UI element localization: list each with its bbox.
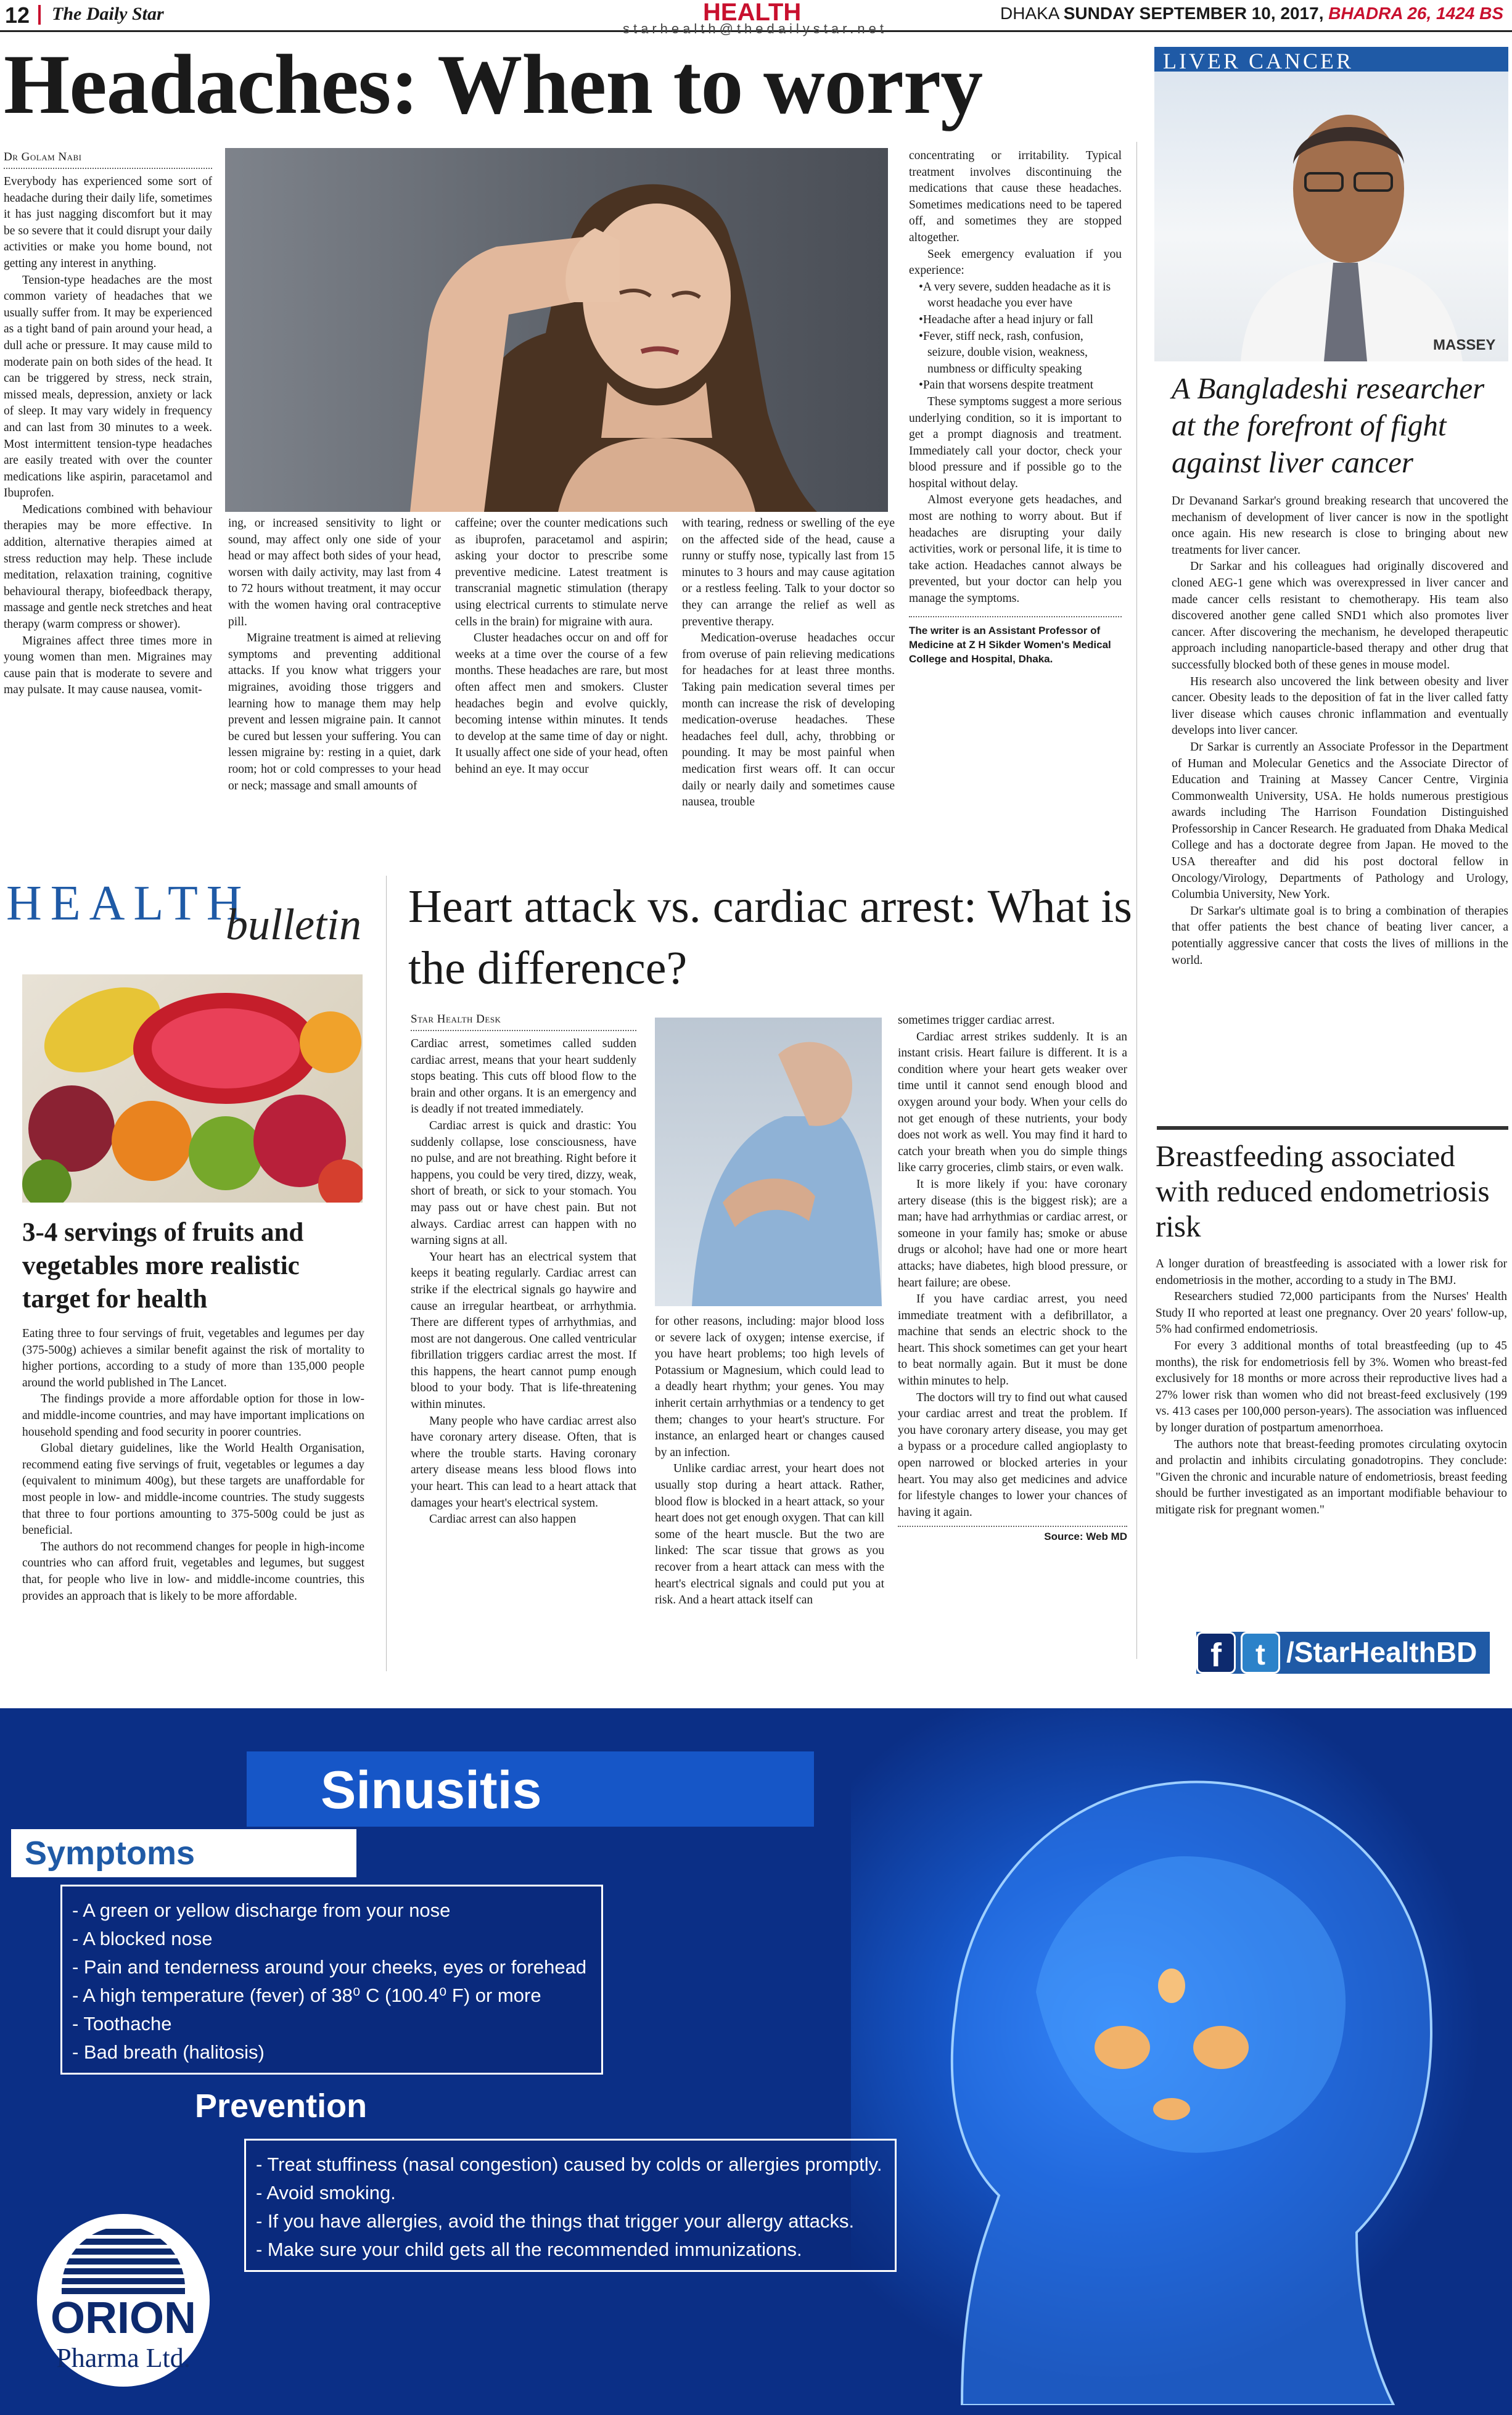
symptom-item: - Toothache [72,2013,172,2034]
main-paragraph: with tearing, redness or swelling of the eye on the affected side of the head, cause a runny or stuffy nose, typically last from 15 minutes to 3 hours and may cause agitation or a restless feeling. Talk to your doctor so they can arrange the relief as well as preventive therapy. [682,517,895,628]
main-col-1 [4,150,212,699]
bulletin-paragraph: Eating three to four servings of fruit, vegetables and legumes per day (375-500g) achieves a similar benefit against the risk of mortality to higher portions, according to a study of more than 135,000 people around the world published in The Lancet. [22,1327,364,1389]
symptom-item: - Pain and tenderness around your cheeks, eyes or forehead [72,1956,587,1978]
heart-paragraph: If you have cardiac arrest, you need immediate treatment with a defibrillator, a machine that sends an electric shock to the heart. This shock sometimes can get your heart to beat normally again. But it must be done within minutes to help. [898,1293,1127,1388]
heart-paragraph: Cardiac arrest, sometimes called sudden cardiac arrest, means that your heart suddenly stops beating. This cuts off blood flow to the brain and other organs. It is an emergency and is deadly if not treated immediately. [411,1037,636,1116]
heart-col-1 [411,1013,636,1528]
bulletin-story [22,1216,364,1605]
chest-pain-illustration [655,1018,882,1306]
sinusitis-title-text: Sinusitis [321,1761,542,1820]
liver-paragraph: His research also uncovered the link between obesity and liver cancer. Obesity leads to the deposition of fat in the liver called fatty liver disease which causes chronic inflammation and eventually develops into liver cancer. [1172,675,1508,738]
dateline-date: SUNDAY SEPTEMBER 10, 2017, [1063,4,1324,23]
heart-paragraph: Many people who have cardiac arrest also have coronary artery disease. Often, that is where the trouble starts. Having coronary artery disease means less blood flows into your heart. This can lead to a heart attack that damages your heart's electrical system. [411,1414,636,1510]
main-paragraph: Medications combined with behaviour therapies may be more effective. In addition, alternative therapies aimed at stress reduction may help. These include meditation, relaxation training, cognitive behavioural therapy, biofeedback therapy, massage and gentle neck stretches and heat therapy (warm compress or shower). [4,503,212,632]
main-headline: Headaches: When to worry [4,37,983,131]
main-paragraph: Cluster headaches occur on and off for weeks at a time over the course of a few months. These headaches are rare, but most often affect men and smokers. Cluster headaches begin and evolve quickly, becoming intense within minutes. It tends to develop at the same time of day or night. It usually affect one side of your head, often behind an eye. It may occur [455,632,668,776]
liver-body [1172,493,1508,969]
dateline-city: DHAKA [1000,4,1059,23]
liver-headline: A Bangladeshi researcher at the forefront of fight against liver cancer [1172,371,1485,479]
liver-photo [1154,47,1508,361]
main-byline: Dr Golam Nabi [4,150,212,169]
emergency-item: •Headache after a head injury or fall [919,313,1093,326]
fruits-photo [22,974,363,1203]
twitter-icon[interactable]: t [1241,1632,1280,1674]
headache-photo [225,148,888,512]
orion-globe-icon [62,2226,185,2294]
massey-label: MASSEY [1433,337,1496,353]
emergency-item: •Pain that worsens despite treatment [919,379,1094,392]
orion-name: ORION [50,2294,196,2343]
section-title: HEALTH [703,0,802,26]
symptoms-title-text: Symptoms [25,1835,195,1872]
breastfeeding-headline: Breastfeeding associated with reduced endometriosis risk [1156,1139,1490,1243]
heart-paragraph: for other reasons, including: major blood loss or severe lack of oxygen; intense exercise, if you have heart problems; too high levels of Potassium or Magnesium, which could lead to a deadly heart rhythm; your genes. You may inherit certain arrhythmias or a tendency to get them; changes to your heart's structure. For instance, an enlarged heart or changes caused by an infection. [655,1315,884,1459]
main-col-3 [455,516,668,778]
prevention-item: - Treat stuffiness (nasal congestion) caused by colds or allergies promptly. [256,2154,882,2175]
symptom-item: - A blocked nose [72,1928,213,1949]
symptom-item: - Bad breath (halitosis) [72,2041,265,2063]
heart-paragraph: Unlike cardiac arrest, your heart does not usually stop during a heart attack. Rather, blood flow is blocked in a heart attack, so your heart does not get enough oxygen. That can kill some of the heart muscle. But the two are linked: The scar tissue that grows as you recover from a heart attack can mess with the heart's electrical signals and could put you at risk. And a heart attack itself can [655,1462,884,1607]
social-bar [1196,1632,1490,1674]
bulletin-paragraph: The authors do not recommend changes for people in high-income countries who can afford fruit, vegetables and legumes, but suggest that, for people who live in low- and middle-income countries, this provides an approach that is likely to be more affordable. [22,1540,364,1603]
liver-paragraph: Dr Devanand Sarkar's ground breaking research that uncovered the mechanism of development of liver cancer is now in the spotlight once again. His new research is close to bringing about new treatments for liver cancer. [1172,495,1508,557]
breastfeeding-body [1156,1256,1507,1519]
breastfeeding-section [1156,1138,1507,1519]
bulletin-label: bulletin [226,900,361,949]
page-number: 12 [5,2,30,28]
bulletin-headline: 3-4 servings of fruits and vegetables more realistic target for health [22,1218,304,1314]
paper-name: The Daily Star [52,4,164,24]
dateline [1000,4,1503,23]
emergency-item: •A very severe, sudden headache as it is worst headache you ever have [919,280,1111,310]
breastfeeding-paragraph: A longer duration of breastfeeding is associated with a lower risk for endometriosis in the mother, according to a study in The BMJ. [1156,1257,1507,1287]
symptom-item: - A green or yellow discharge from your nose [72,1899,451,1921]
liver-paragraph: Dr Sarkar's ultimate goal is to bring a combination of therapies that offer patients the best chance of beating liver cancer, a potentially aggressive cancer that costs the lives of millions in the world. [1172,904,1508,967]
heart-col-3 [898,1013,1127,1543]
main-col-5 [909,148,1122,666]
main-paragraph: caffeine; over the counter medications such as ibuprofen, paracetamol and aspirin; asking your doctor to prescribe some preventive medicine. Latest treatment is transcranial magnetic stimulation (therapy using electrical currents to stimulate nerve cells in the brain) for migraine with aura. [455,517,668,628]
heart-photo [655,1018,882,1306]
facebook-icon[interactable]: f [1196,1632,1236,1674]
symptom-item: - A high temperature (fever) of 38⁰ C (100.4⁰ F) or more [72,1985,541,2006]
liver-kicker: LIVER CANCER [1163,49,1354,73]
liver-section [1154,47,1508,1132]
heart-headline: Heart attack vs. cardiac arrest: What is the difference? [408,881,1132,994]
head-xray-illustration [888,1727,1492,2405]
prevention-title [187,2082,841,2131]
main-paragraph: These symptoms suggest a more serious underlying condition, so it is important to get a prompt diagnosis and treatment. Immediately call your doctor, check your blood pressure and if possible go to the hospital without delay. [909,395,1122,490]
bulletin-health: HEALTH [6,876,251,931]
page-number-divider [38,5,41,25]
liver-paragraph: Dr Sarkar is currently an Associate Professor in the Department of Human and Molecular Genetics and the Associate Director of Education and Training at Massey Cancer Centre, Virginia Commonwealth University, USA. He holds numerous prestigious awards including The Harrison Foundation Distinguished Professorship in Cancer Research. He graduated from Dhaka Medical College and has a doctorate degree from Japan. He moved to the USA thereafter and did his post doctoral fellow in Oncology/Virology, Departments of Pathology and Urology, Columbia University, New York. [1172,740,1508,902]
prevention-list [244,2139,897,2272]
column-divider [1136,142,1137,1659]
breastfeeding-paragraph: The authors note that breast-feeding promotes circulating oxytocin and prolactin and inhibits circulating gonadotropins. They conclude: "Given the chronic and incurable nature of endometriosis, breast feeding should be further investigated as an important modifiable behaviour to mitigate risk for pregnant women." [1156,1438,1507,1516]
social-handle[interactable]: /StarHealthBD [1286,1636,1477,1668]
symptoms-list [60,1885,603,2075]
sinusitis-panel [0,1708,1512,2415]
main-paragraph: Everybody has experienced some sort of headache during their daily life, sometimes it has just nagging discomfort but it may be so severe that it could disrupt your daily activities or make you home bound, not getting any interest in anything. [4,175,212,270]
heart-source: Source: Web MD [898,1526,1127,1543]
main-paragraph: Migraines affect three times more in young women than men. Migraines may cause pain that is moderate to severe and may pulsate. It may cause nausea, vomit- [4,634,212,697]
heart-paragraph: It is more likely if you: have coronary artery disease (this is the biggest risk); are a man; have had arrhythmias or cardiac arrest, or someone in your family has; smoke or abuse drugs or alcohol; have had one or more heart attacks; have diabetes, high blood pressure, or heart failure; are obese. [898,1177,1127,1290]
bulletin-title [6,876,364,949]
bulletin-paragraph: Global dietary guidelines, like the World Health Organisation, recommend eating five servings of fruit, vegetables or legumes a day (equivalent to minimum 400g), but these targets are unaffordable for most people in low- and middle-income countries. The study suggests that three to four portions amounting to 375-500g could be just as beneficial. [22,1442,364,1537]
heart-paragraph: sometimes trigger cardiac arrest. [898,1014,1055,1027]
bulletin-divider [386,876,387,1671]
main-paragraph: concentrating or irritability. Typical treatment involves discontinuing the medications that cause these headaches. Sometimes medications need to be tapered off, and sometimes they are stopped altogether. [909,149,1122,244]
main-paragraph: ing, or increased sensitivity to light or sound, may affect only one side of your head or may affect both sides of your head, worsen with daily activity, may last from 4 to 72 hours without treatment, it may occur with the women having oral contraceptive pill. [228,517,441,628]
main-paragraph: Almost everyone gets headaches, and most are nothing to worry about. But if headaches are disrupting your daily activities, work or personal life, it is time to take action. Headaches cannot always be prevented, but your doctor can help you manage the symptoms. [909,493,1122,606]
prevention-title-text: Prevention [195,2088,368,2125]
heart-col-2 [655,1314,884,1609]
main-col-4 [682,516,895,811]
prevention-item: - Make sure your child gets all the recommended immunizations. [256,2239,802,2260]
prevention-item: - Avoid smoking. [256,2182,396,2203]
orion-logo [37,2214,210,2387]
sinusitis-title [247,1751,814,1827]
main-paragraph: Migraine treatment is aimed at relieving symptoms and preventing additional attacks. If you know what triggers your migraines, avoiding those triggers and learning how to manage them may help prevent and lessen migraine pain. It cannot be cured but lessen your suffering. You can lessen migraine by: resting in a quiet, dark room; hot or cold compresses to your head or neck; massage and small amounts of [228,632,441,792]
section-email: starhealth@thedailystar.net [623,21,887,36]
woman-illustration [225,148,888,512]
heart-paragraph: Your heart has an electrical system that keeps it beating regularly. Cardiac arrest can strike if the electrical signals go haywire and cause an irregular heartbeat, or arrhythmia. There are different types of arrhythmias, and most are not dangerous. One called ventricular fibrillation triggers cardiac arrest the most. If this happens, the heart cannot pump enough blood to your body. That is life-threatening within minutes. [411,1250,636,1412]
main-paragraph: Medication-overuse headaches occur from overuse of pain relieving medications for headaches for at least three months. Taking pain medication several times per month can increase the risk of developing medication-overuse headaches. These headaches feel dull, achy, throbbing or pounding. It may be most painful when medication first wears off. It can occur daily or nearly daily and sometimes cause nausea, trouble [682,632,895,809]
emergency-list [909,279,1122,394]
masthead [0,0,1512,36]
dateline-bengali: BHADRA 26, 1424 BS [1328,4,1503,23]
heart-paragraph: The doctors will try to find out what caused your cardiac arrest and treat the problem. If you have coronary artery disease, you may get a bypass or a procedure called angioplasty to open narrowed or blocked arteries in your heart. You may also get medicines and advice for lifestyle changes to lower your chances of having it again. [898,1391,1127,1519]
fruits-illustration [22,974,363,1203]
heart-byline: Star Health Desk [411,1013,636,1031]
heart-paragraph: Cardiac arrest is quick and drastic: You suddenly collapse, lose consciousness, have no pulse, and are not breathing. Right before it happens, you could be very tired, dizzy, weak, short of breath, or sick to your stomach. You may pass out or have chest pain. But not always. Cardiac arrest can happen with no warning signs at all. [411,1119,636,1248]
liver-paragraph: Dr Sarkar and his colleagues had originally discovered and cloned AEG-1 gene which was overexpressed in liver cancer and made cancer cells resistant to chemotherapy. His team also discovered another gene called SND1 which also promotes liver cancer. After discovering the mechanism, he developed therapeutic approach including nanoparticle-based therapy and other drug that successfully blocked both of these genes in mouse model. [1172,560,1508,672]
main-paragraph: Seek emergency evaluation if you experience: [909,247,1122,278]
main-col-2 [228,516,441,794]
orion-sub: Pharma Ltd. [56,2343,191,2373]
heart-paragraph: Cardiac arrest strikes suddenly. It is an instant crisis. Heart failure is different. It is a condition where your heart gets weaker over time until it cannot send enough blood and oxygen around your body. When your cells do not get enough of these nutrients, your body does not work as well. You may find it hard to catch your breath when you do simple things like carry groceries, climb stairs, or even walk. [898,1030,1127,1175]
emergency-item: •Fever, stiff neck, rash, confusion, seizure, double vision, weakness, numbness or difficulty speaking [919,329,1088,376]
heart-paragraph: Cardiac arrest can also happen [429,1513,577,1526]
researcher-illustration [1154,47,1508,361]
symptoms-title [11,1829,356,1877]
main-paragraph: Tension-type headaches are the most common variety of headaches that we usually suffer from. It may be experienced as a tight band of pain around your head, a dull ache or pressure. It may cause mild to moderate pain on both sides of the head. It can be triggered by stress, neck strain, missed meals, depression, anxiety or lack of sleep. It may vary widely in frequency and can last from 30 minutes to a week. Most intermittent tension-type headaches are easily treated with over the counter medications like aspirin, paracetamol and Ibuprofen. [4,273,212,500]
breastfeeding-paragraph: Researchers studied 72,000 participants from the Nurses' Health Study II who reported at least one pregnancy. Over 20 years' follow-up, 5% had confirmed endometriosis. [1156,1290,1507,1336]
prevention-item: - If you have allergies, avoid the things that trigger your allergy attacks. [256,2210,855,2232]
liver-bottom-rule [1157,1126,1508,1130]
bulletin-paragraph: The findings provide a more affordable option for those in low- and middle-income countries, and may have important implications on household spending and food security in poorer countries. [22,1393,364,1439]
breastfeeding-paragraph: For every 3 additional months of total breastfeeding (up to 45 months), the risk for endometriosis fell by 3%. Women who breast-fed exclusively for 18 months or more across their reproductive lives had a 27% lower risk than women who did not breast-feed exclusively (199 vs. 413 cases per 100,000 person-years). The association was influenced by longer duration of postpartum amenorrhoea. [1156,1339,1507,1434]
writer-note: The writer is an Assistant Professor of Medicine at Z H Sikder Women's Medical College and Hospital, Dhaka. [909,616,1122,666]
